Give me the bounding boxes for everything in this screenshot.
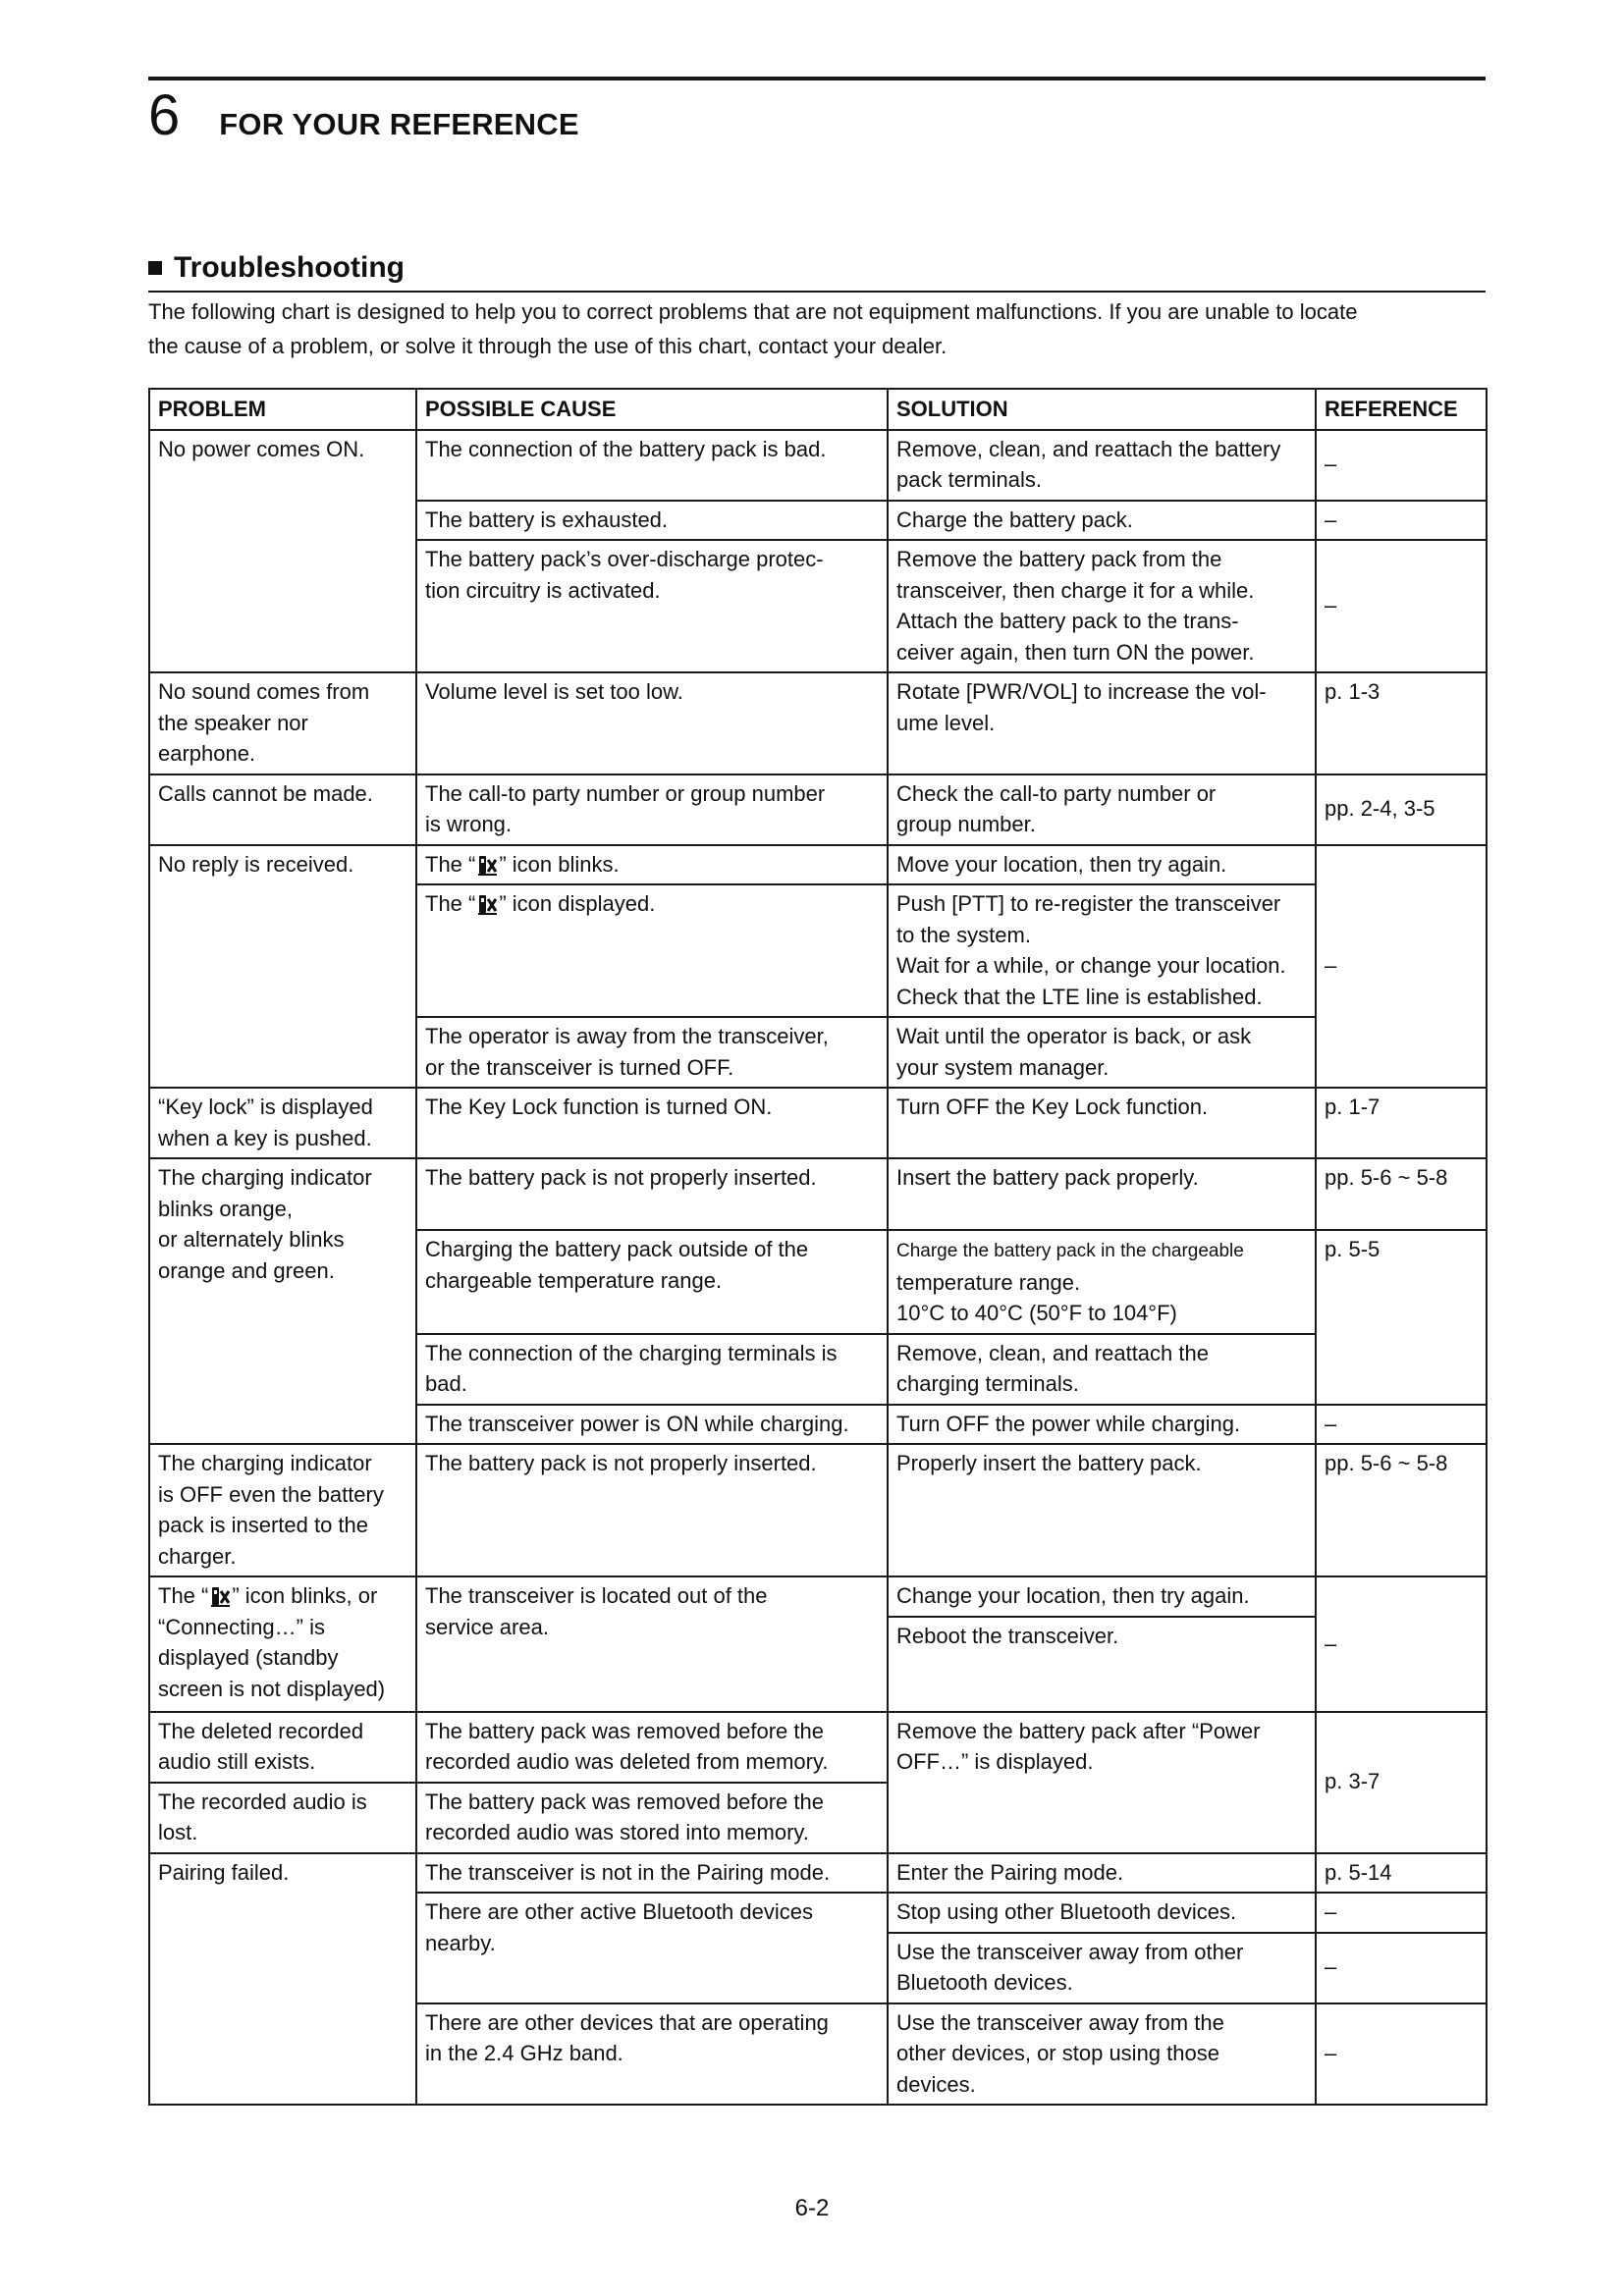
cause-cell: The battery pack was removed before the recorded audio was deleted from memory.: [416, 1712, 888, 1783]
header-problem: PROBLEM: [149, 389, 416, 430]
problem-cell: The charging indicator blinks orange, or alternately blinks orange and green.: [149, 1158, 416, 1444]
table-row: [149, 1576, 1487, 1617]
solution-cell: Remove the battery pack after “Power OFF…” is displayed.: [888, 1712, 1316, 1853]
page-number: 6-2: [794, 2195, 830, 2221]
solution-cell: Charge the battery pack.: [888, 501, 1316, 541]
table-row: [149, 1853, 1487, 1894]
cause-cell: The battery is exhausted.: [416, 501, 888, 541]
cause-cell: The “ ” icon blinks.: [416, 845, 888, 885]
problem-cell: Calls cannot be made.: [149, 774, 416, 845]
pc-no-service-icon: [476, 893, 498, 915]
header-possible-cause: POSSIBLE CAUSE: [416, 389, 888, 430]
reference-cell: p. 3-7: [1316, 1712, 1487, 1853]
reference-cell: p. 5-14: [1316, 1853, 1487, 1894]
solution-cell: Turn OFF the Key Lock function.: [888, 1088, 1316, 1158]
reference-cell: –: [1316, 540, 1487, 672]
problem-cell: Pairing failed.: [149, 1853, 416, 2106]
reference-cell: –: [1316, 1893, 1487, 1933]
cause-cell: The battery pack is not properly inserted.: [416, 1158, 888, 1230]
table-header-row: [149, 389, 1487, 430]
problem-cell: The charging indicator is OFF even the battery pack is inserted to the charger.: [149, 1444, 416, 1576]
cause-cell: The battery pack’s over-discharge protec- tion circuitry is activated.: [416, 540, 888, 672]
table-row: [149, 430, 1487, 501]
pc-no-service-icon: [209, 1585, 231, 1607]
problem-cell: “Key lock” is displayed when a key is pushed.: [149, 1088, 416, 1158]
intro-paragraph: [148, 294, 1486, 363]
problem-cell: The “ ” icon blinks, or “Connecting…” is displayed (standby screen is not displayed): [149, 1576, 416, 1712]
solution-cell: Reboot the transceiver.: [888, 1617, 1316, 1712]
cause-cell: The battery pack was removed before the recorded audio was stored into memory.: [416, 1783, 888, 1853]
chapter-heading: [148, 83, 579, 147]
reference-cell: –: [1316, 845, 1487, 1089]
solution-cell: Remove, clean, and reattach the battery pack terminals.: [888, 430, 1316, 501]
reference-cell: p. 1-7: [1316, 1088, 1487, 1158]
header-solution: SOLUTION: [888, 389, 1316, 430]
cause-cell: The “ ” icon displayed.: [416, 884, 888, 1017]
solution-cell: Change your location, then try again.: [888, 1576, 1316, 1617]
reference-cell: –: [1316, 1405, 1487, 1445]
problem-cell: No sound comes from the speaker nor earphone.: [149, 672, 416, 774]
cause-cell: The battery pack is not properly inserted.: [416, 1444, 888, 1576]
problem-cell: The deleted recorded audio still exists.: [149, 1712, 416, 1783]
solution-cell: Properly insert the battery pack.: [888, 1444, 1316, 1576]
reference-cell: –: [1316, 1933, 1487, 2003]
table-row: [149, 1158, 1487, 1230]
reference-cell: –: [1316, 430, 1487, 501]
problem-cell: No reply is received.: [149, 845, 416, 1089]
table-row: [149, 845, 1487, 885]
section-title: Troubleshooting: [174, 251, 405, 284]
table-row: [149, 1712, 1487, 1783]
chapter-number: 6: [148, 83, 181, 147]
solution-cell: Check the call-to party number or group number.: [888, 774, 1316, 845]
table-row: [149, 774, 1487, 845]
table-row: [149, 1444, 1487, 1576]
troubleshooting-table: [148, 388, 1488, 2106]
cause-cell: There are other active Bluetooth devices nearby.: [416, 1893, 888, 2003]
solution-cell: Remove, clean, and reattach the charging terminals.: [888, 1334, 1316, 1405]
table-row: [149, 672, 1487, 774]
reference-cell: p. 5-5: [1316, 1230, 1487, 1405]
solution-cell: Use the transceiver away from other Bluetooth devices.: [888, 1933, 1316, 2003]
solution-cell: Insert the battery pack properly.: [888, 1158, 1316, 1230]
reference-cell: –: [1316, 1576, 1487, 1712]
pc-no-service-icon: [476, 854, 498, 876]
reference-cell: p. 1-3: [1316, 672, 1487, 774]
reference-cell: pp. 5-6 ~ 5-8: [1316, 1158, 1487, 1230]
cause-cell: The transceiver power is ON while charging.: [416, 1405, 888, 1445]
table-row: [149, 1088, 1487, 1158]
cause-cell: Charging the battery pack outside of the chargeable temperature range.: [416, 1230, 888, 1334]
cause-cell: The transceiver is located out of the service area.: [416, 1576, 888, 1712]
solution-cell: Remove the battery pack from the transceiver, then charge it for a while. Attach the battery pack to the trans- ceiver again, then turn ON the power.: [888, 540, 1316, 672]
chapter-title: FOR YOUR REFERENCE: [219, 107, 579, 141]
solution-cell: Charge the battery pack in the chargeable temperature range. 10°C to 40°C (50°F to 104°F): [888, 1230, 1316, 1334]
intro-line: the cause of a problem, or solve it through the use of this chart, contact your dealer.: [148, 334, 947, 358]
reference-cell: pp. 2-4, 3-5: [1316, 774, 1487, 845]
section-heading: [148, 251, 1486, 293]
reference-cell: pp. 5-6 ~ 5-8: [1316, 1444, 1487, 1576]
problem-cell: The recorded audio is lost.: [149, 1783, 416, 1853]
solution-cell: Use the transceiver away from the other devices, or stop using those devices.: [888, 2003, 1316, 2106]
cause-cell: The Key Lock function is turned ON.: [416, 1088, 888, 1158]
reference-cell: –: [1316, 501, 1487, 541]
reference-cell: –: [1316, 2003, 1487, 2106]
cause-cell: The call-to party number or group number is wrong.: [416, 774, 888, 845]
solution-cell: Wait until the operator is back, or ask your system manager.: [888, 1017, 1316, 1088]
intro-line: The following chart is designed to help you to correct problems that are not equipment malfunctions. If you are unable to locate: [148, 299, 1358, 324]
solution-cell: Enter the Pairing mode.: [888, 1853, 1316, 1894]
cause-cell: The connection of the battery pack is bad.: [416, 430, 888, 501]
solution-cell: Move your location, then try again.: [888, 845, 1316, 885]
top-rule: [148, 77, 1486, 80]
header-reference: REFERENCE: [1316, 389, 1487, 430]
cause-cell: The connection of the charging terminals is bad.: [416, 1334, 888, 1405]
cause-cell: There are other devices that are operating in the 2.4 GHz band.: [416, 2003, 888, 2106]
solution-cell: Stop using other Bluetooth devices.: [888, 1893, 1316, 1933]
square-bullet-icon: [148, 261, 162, 275]
problem-cell: No power comes ON.: [149, 430, 416, 673]
cause-cell: Volume level is set too low.: [416, 672, 888, 774]
cause-cell: The operator is away from the transceiver, or the transceiver is turned OFF.: [416, 1017, 888, 1088]
solution-cell: Push [PTT] to re-register the transceiver to the system. Wait for a while, or change your location. Check that the LTE line is established.: [888, 884, 1316, 1017]
solution-cell: Turn OFF the power while charging.: [888, 1405, 1316, 1445]
solution-cell: Rotate [PWR/VOL] to increase the vol- ume level.: [888, 672, 1316, 774]
cause-cell: The transceiver is not in the Pairing mode.: [416, 1853, 888, 1894]
